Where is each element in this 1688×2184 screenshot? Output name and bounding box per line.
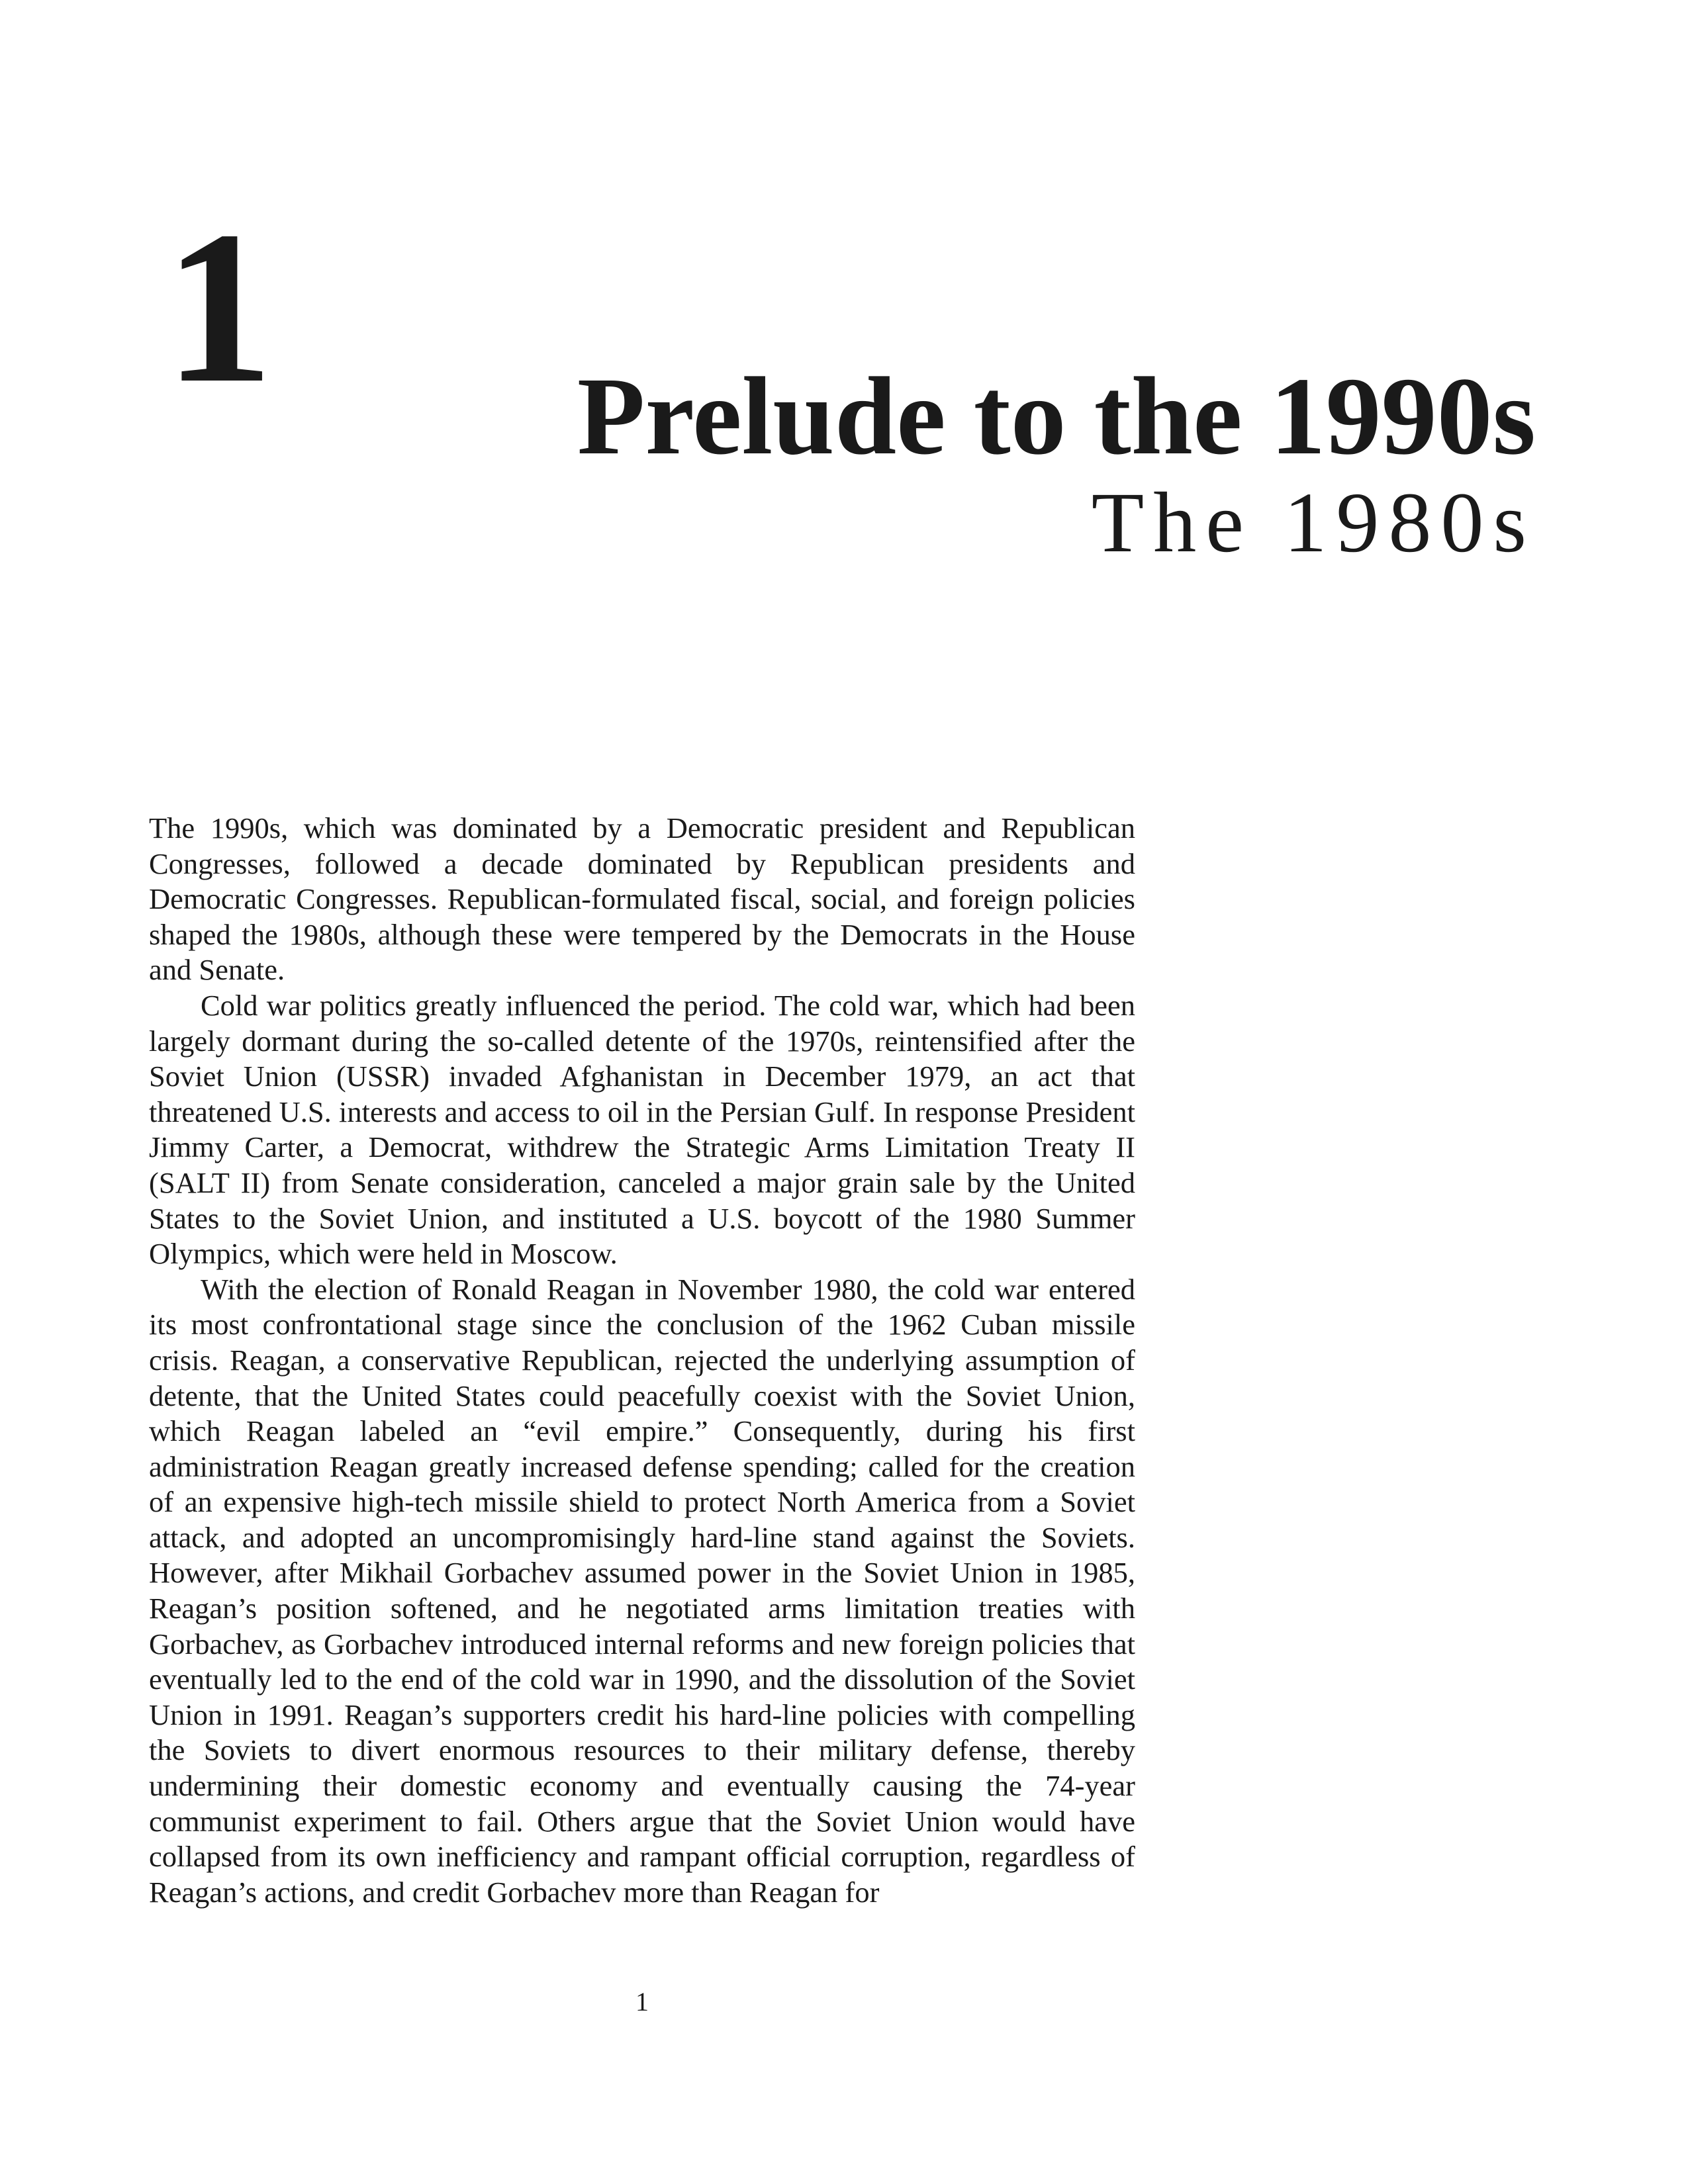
paragraph: Cold war politics greatly influenced the period. The cold war, which had been largely dormant during the so-called detente of the 1970s, reintensified after the Soviet Union (USSR) invaded Afghanistan in December 1979, an act that threatened U.S. interests and access to oil in the Persian Gulf. In response President Jimmy Carter, a Democrat, withdrew the Strategic Arms Limitation Treaty II (SALT II) from Senate consideration, canceled a major grain sale by the United States to the Soviet Union, and instituted a U.S. boycott of the 1980 Summer Olympics, which were held in Moscow. [149,988,1135,1271]
paragraph: The 1990s, which was dominated by a Democratic president and Republican Congresses, followed a decade dominated by Republican presidents and Democratic Congresses. Republican-formulated fiscal, social, and foreign policies shaped the 1980s, although these were tempered by the Democrats in the House and Senate. [149,811,1135,987]
body-text [149,811,1135,1910]
chapter-number: 1 [164,187,269,428]
chapter-title: Prelude to the 1990s [577,355,1536,478]
chapter-subtitle: The 1980s [1091,475,1536,570]
paragraph: With the election of Ronald Reagan in November 1980, the cold war entered its most confrontational stage since the conclusion of the 1962 Cuban missile crisis. Reagan, a conservative Republican, rejected the underlying assumption of detente, that the United States could peacefully coexist with the Soviet Union, which Reagan labeled an “evil empire.” Consequently, during his first administration Reagan greatly increased defense spending; called for the creation of an expensive high-tech missile shield to protect North America from a Soviet attack, and adopted an uncompromisingly hard-line stand against the Soviets. However, after Mikhail Gorbachev assumed power in the Soviet Union in 1985, Reagan’s position softened, and he negotiated arms limitation treaties with Gorbachev, as Gorbachev introduced internal reforms and new foreign policies that eventually led to the end of the cold war in 1990, and the dissolution of the Soviet Union in 1991. Reagan’s supporters credit his hard-line policies with compelling the Soviets to divert enormous resources to their military defense, thereby undermining their domestic economy and eventually causing the 74-year communist experiment to fail. Others argue that the Soviet Union would have collapsed from its own inefficiency and rampant official corruption, regardless of Reagan’s actions, and credit Gorbachev more than Reagan for [149,1272,1135,1909]
page-number: 1 [635,1987,649,2017]
